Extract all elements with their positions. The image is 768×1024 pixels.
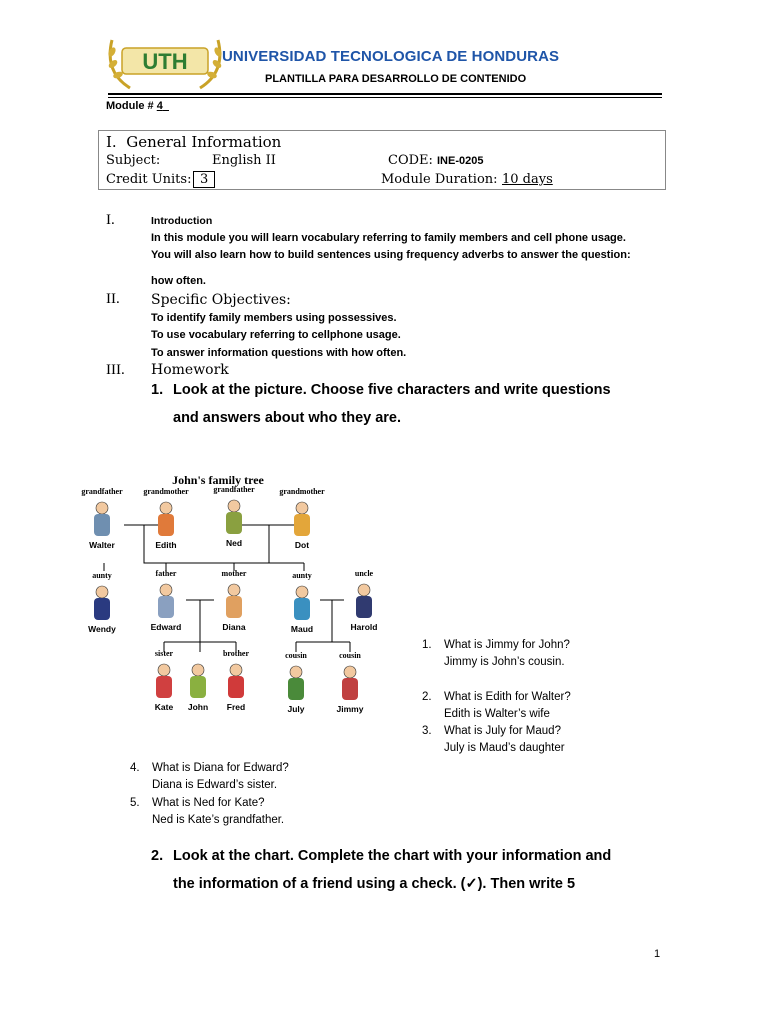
logo-text: UTH bbox=[142, 49, 188, 74]
figure-head bbox=[228, 584, 240, 596]
family-member bbox=[291, 571, 313, 634]
task-2-line-1: Look at the chart. Complete the chart with your information and bbox=[173, 848, 612, 864]
credit-value: 3 bbox=[193, 171, 215, 188]
figure-head bbox=[96, 502, 108, 514]
family-member-name: July bbox=[287, 704, 305, 714]
objective-item: To identify family members using possessives. bbox=[151, 312, 397, 324]
figure-body bbox=[158, 514, 174, 536]
family-role-label: mother bbox=[221, 569, 247, 578]
answer-question: What is July for Maud? bbox=[444, 725, 561, 737]
family-member bbox=[143, 487, 189, 550]
family-role-label: aunty bbox=[92, 571, 112, 580]
figure-head bbox=[296, 586, 308, 598]
figure-body bbox=[156, 676, 172, 698]
general-info-title: I. General Information bbox=[106, 133, 282, 151]
family-member-name: Edward bbox=[150, 622, 182, 632]
homework-numeral: III. bbox=[106, 362, 125, 378]
family-role-label: grandmother bbox=[143, 487, 189, 496]
family-role-label: cousin bbox=[339, 651, 361, 660]
objective-item: To answer information questions with how often. bbox=[151, 347, 407, 359]
family-member bbox=[285, 651, 307, 714]
family-role-label: sister bbox=[154, 649, 174, 658]
family-role-label: brother bbox=[222, 649, 250, 658]
family-member-name: John bbox=[187, 702, 209, 712]
figure-body bbox=[294, 514, 310, 536]
answer-number: 5. bbox=[130, 797, 140, 809]
homework-heading: Homework bbox=[151, 362, 229, 378]
family-member-name: Ned bbox=[225, 538, 243, 548]
answers-left bbox=[130, 760, 370, 832]
answer-question: What is Edith for Walter? bbox=[444, 691, 571, 703]
figure-body bbox=[288, 678, 304, 700]
family-member bbox=[151, 569, 182, 632]
answer-number: 2. bbox=[422, 691, 432, 703]
figure-body bbox=[226, 596, 242, 618]
family-member bbox=[213, 485, 255, 548]
family-member bbox=[81, 487, 123, 550]
task-1-line-1: Look at the picture. Choose five characters and write questions bbox=[173, 382, 611, 398]
answer-number: 1. bbox=[422, 639, 432, 651]
family-member-name: Fred bbox=[226, 702, 246, 712]
family-member bbox=[155, 649, 174, 712]
family-member-name: Harold bbox=[350, 622, 378, 632]
figure-body bbox=[356, 596, 372, 618]
university-logo bbox=[100, 32, 230, 94]
family-member bbox=[223, 649, 250, 712]
credit-label: Credit Units: bbox=[106, 172, 192, 187]
answer-text: Edith is Walter’s wife bbox=[444, 708, 550, 720]
figure-body bbox=[226, 512, 242, 534]
family-role-label: grandfather bbox=[213, 485, 255, 494]
task-1-number: 1. bbox=[151, 382, 164, 398]
template-title: PLANTILLA PARA DESARROLLO DE CONTENIDO bbox=[265, 73, 527, 85]
answer-number: 3. bbox=[422, 725, 432, 737]
family-tree-image bbox=[74, 470, 394, 745]
subject-value: English II bbox=[212, 153, 276, 168]
answer-question: What is Jimmy for John? bbox=[444, 639, 570, 651]
intro-numeral: I. bbox=[106, 212, 115, 228]
figure-head bbox=[158, 664, 170, 676]
figure-body bbox=[342, 678, 358, 700]
figure-head bbox=[296, 502, 308, 514]
family-member-name: Kate bbox=[154, 702, 174, 712]
answer-text: Jimmy is John’s cousin. bbox=[444, 656, 565, 668]
figure-head bbox=[290, 666, 302, 678]
family-member-name: Walter bbox=[89, 540, 115, 550]
family-role-label: father bbox=[155, 569, 177, 578]
answer-number: 4. bbox=[130, 762, 140, 774]
family-member bbox=[337, 651, 364, 714]
objectives-numeral: II. bbox=[106, 291, 120, 307]
answer-text: Ned is Kate’s grandfather. bbox=[152, 814, 285, 826]
figure-head bbox=[160, 584, 172, 596]
intro-heading: Introduction bbox=[151, 215, 213, 227]
objectives-heading: Specific Objectives: bbox=[151, 292, 291, 308]
answer-text: Diana is Edward’s sister. bbox=[152, 779, 278, 791]
header-rule bbox=[108, 93, 662, 95]
objective-item: To use vocabulary referring to cellphone usage. bbox=[151, 329, 401, 341]
family-role-label: aunty bbox=[292, 571, 312, 580]
family-member-name: Jimmy bbox=[336, 704, 364, 714]
figure-head bbox=[192, 664, 204, 676]
family-role-label: grandfather bbox=[81, 487, 123, 496]
figure-body bbox=[190, 676, 206, 698]
figure-head bbox=[228, 500, 240, 512]
duration-label: Module Duration: bbox=[381, 172, 498, 187]
answer-text: July is Maud’s daughter bbox=[444, 742, 565, 754]
code-label: CODE: bbox=[388, 153, 433, 168]
figure-body bbox=[158, 596, 174, 618]
header-rule-thin bbox=[108, 97, 662, 98]
task-2-line-2: the information of a friend using a check. (✓). Then write 5 bbox=[173, 876, 576, 892]
code-value: INE-0205 bbox=[437, 155, 484, 167]
subject-label: Subject: bbox=[106, 153, 161, 168]
family-role-label: uncle bbox=[354, 569, 374, 578]
answer-question: What is Diana for Edward? bbox=[152, 762, 289, 774]
family-member bbox=[222, 569, 247, 632]
family-member-name: Maud bbox=[290, 624, 314, 634]
figure-body bbox=[94, 598, 110, 620]
task-1-line-2: and answers about who they are. bbox=[173, 410, 402, 426]
figure-body bbox=[94, 514, 110, 536]
answer-question: What is Ned for Kate? bbox=[152, 797, 265, 809]
figure-head bbox=[160, 502, 172, 514]
intro-line-2: You will also learn how to build sentences using frequency adverbs to answer the question: bbox=[151, 249, 631, 261]
family-role-label: cousin bbox=[285, 651, 307, 660]
figure-head bbox=[230, 664, 242, 676]
module-number: Module # 4 bbox=[106, 100, 163, 112]
figure-body bbox=[294, 598, 310, 620]
intro-line-3: how often. bbox=[151, 275, 206, 287]
figure-body bbox=[228, 676, 244, 698]
family-role-label: grandmother bbox=[279, 487, 325, 496]
family-member-name: Dot bbox=[294, 540, 310, 550]
duration-value: 10 days bbox=[502, 172, 553, 187]
figure-head bbox=[344, 666, 356, 678]
page-number: 1 bbox=[654, 948, 661, 960]
family-member-name: Diana bbox=[222, 622, 246, 632]
family-member-name: Edith bbox=[155, 540, 177, 550]
family-member bbox=[279, 487, 325, 550]
family-member bbox=[188, 664, 208, 712]
family-member-name: Wendy bbox=[88, 624, 116, 634]
family-tree-title: John's family tree bbox=[172, 473, 264, 487]
intro-line-1: In this module you will learn vocabulary referring to family members and cell phone usage. bbox=[151, 232, 626, 244]
figure-head bbox=[358, 584, 370, 596]
figure-head bbox=[96, 586, 108, 598]
answers-right bbox=[422, 637, 662, 757]
family-member bbox=[351, 569, 378, 632]
task-2-number: 2. bbox=[151, 848, 164, 864]
university-name: UNIVERSIDAD TECNOLOGICA DE HONDURAS bbox=[222, 48, 560, 65]
family-member bbox=[88, 571, 116, 634]
